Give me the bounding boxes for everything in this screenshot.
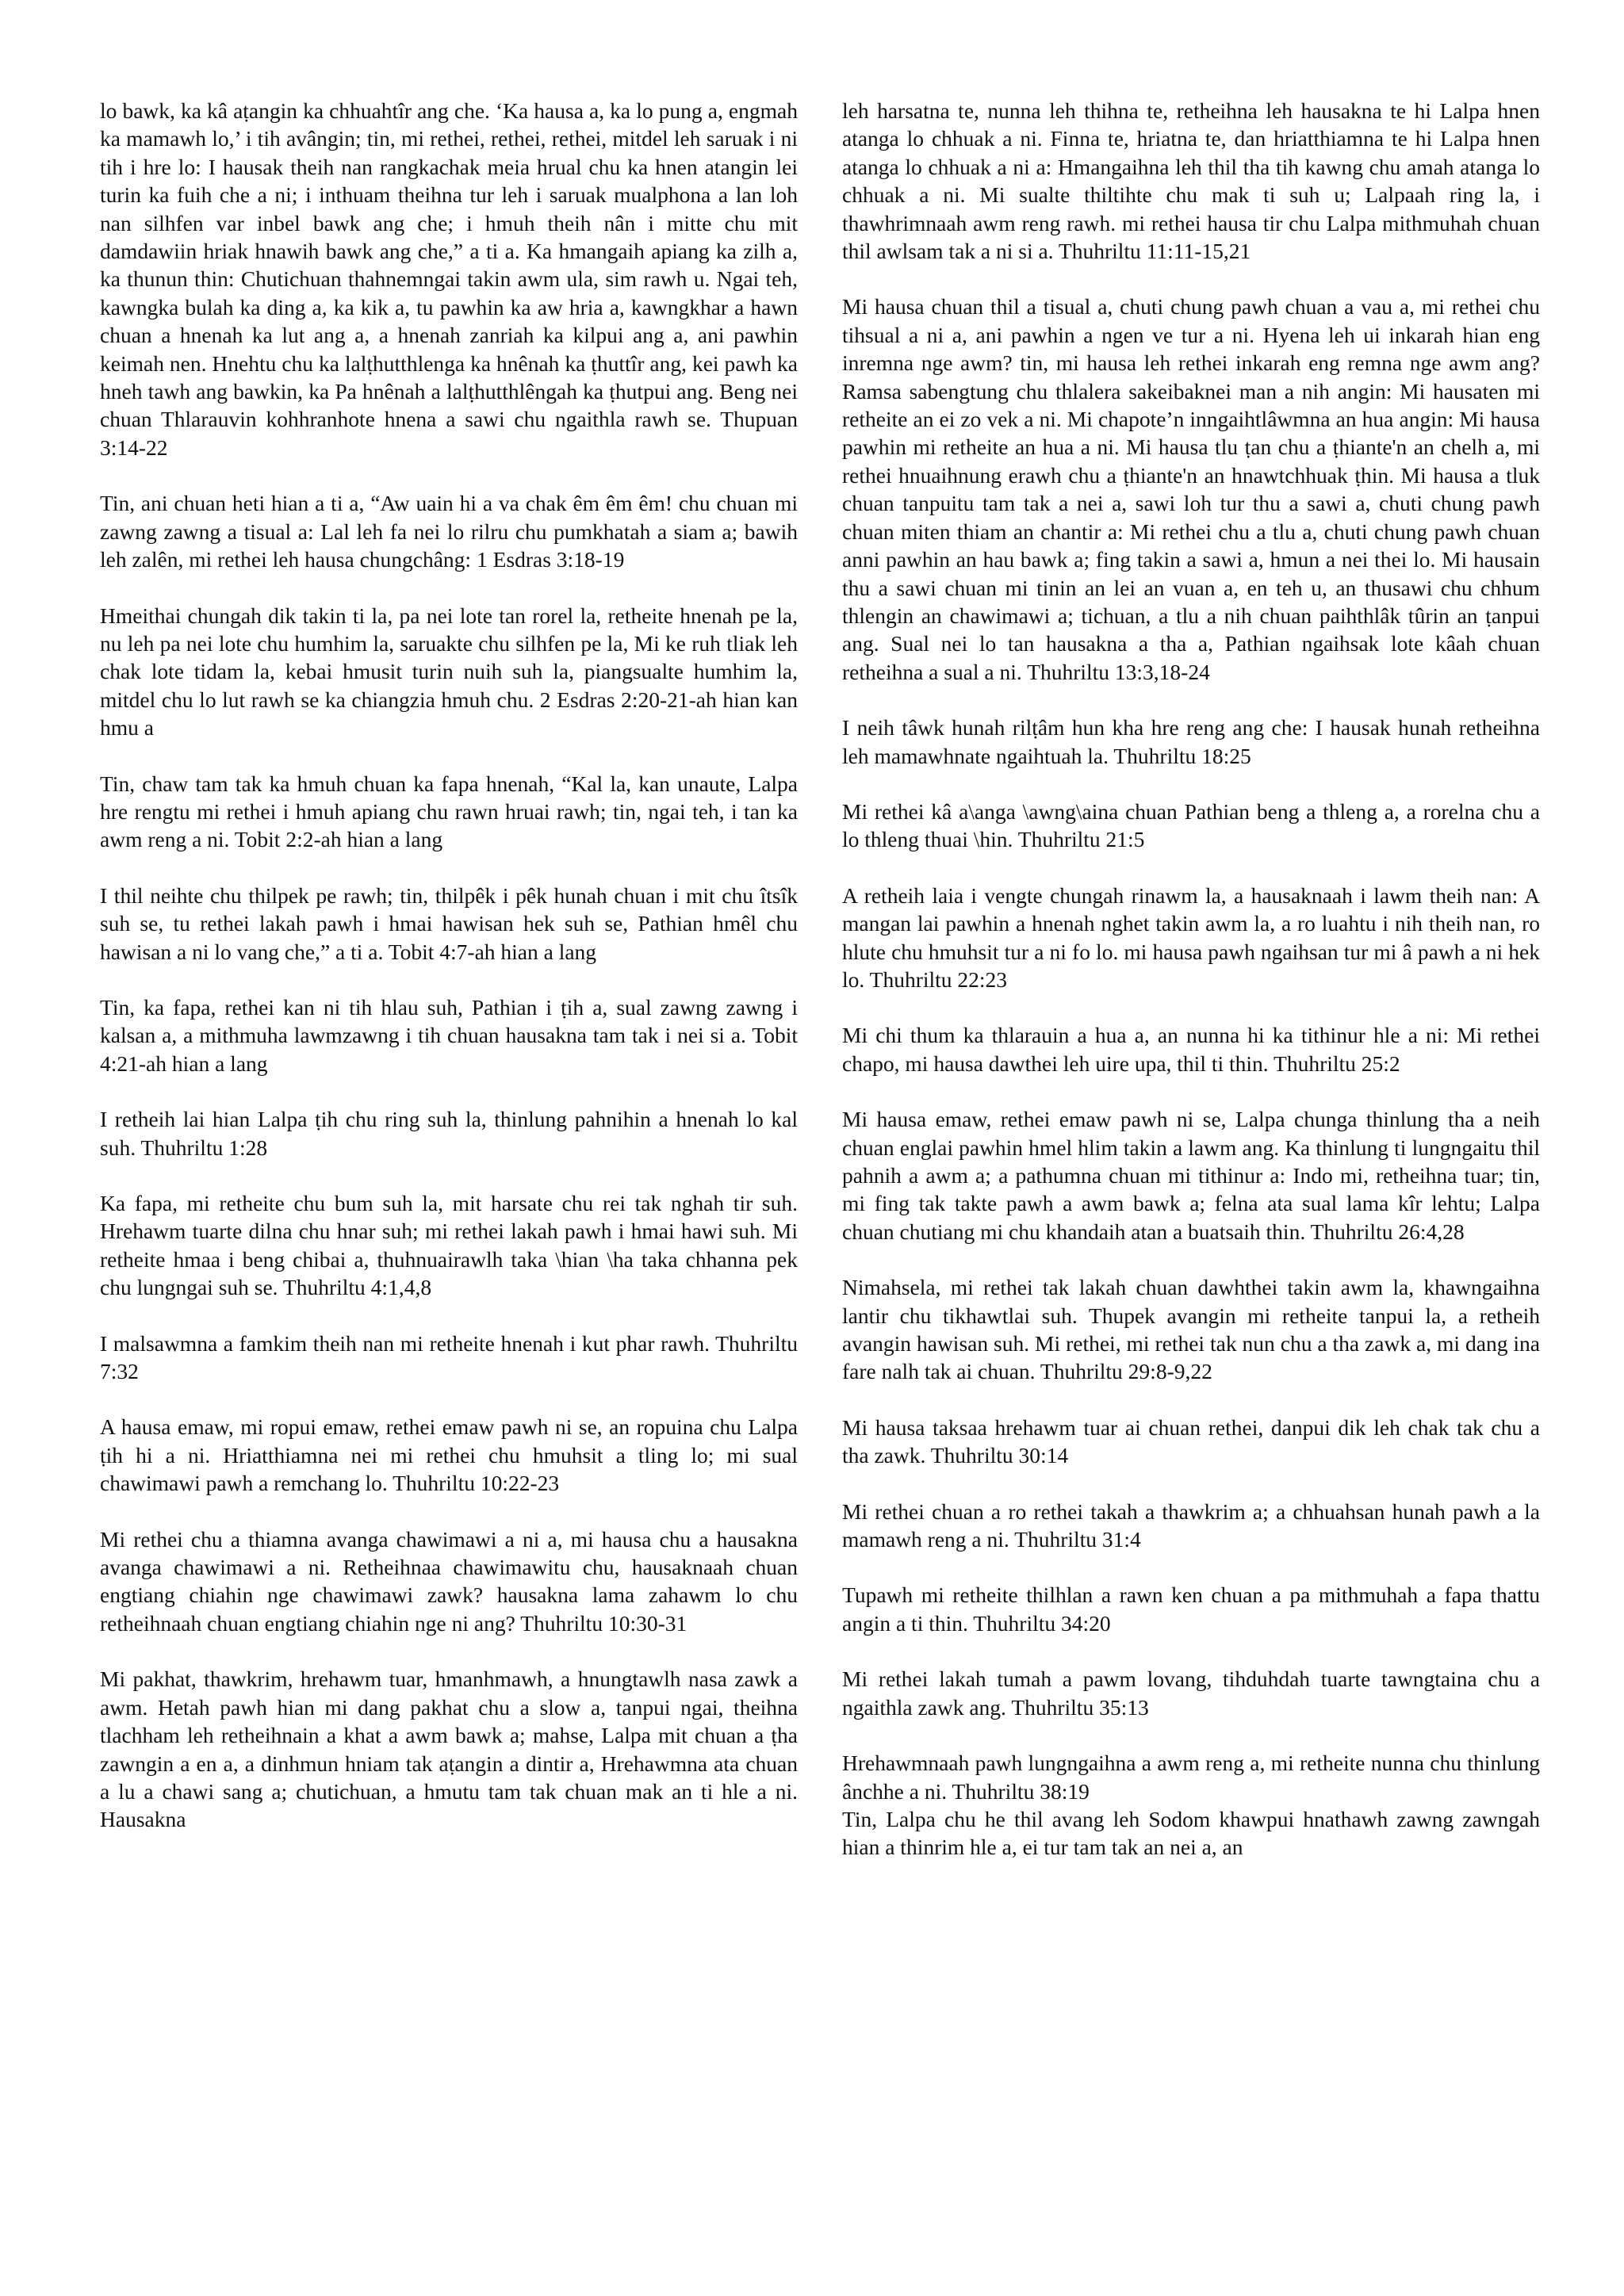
paragraph: Hmeithai chungah dik takin ti la, pa nei lote tan rorel la, retheite hnenah pe la, nu leh pa nei lote chu humhim la, saruakte chu silhfen pe la, Mi ke ruh tliak leh chak lote tidam la, kebai hmusit turin nuih suh la, piangsualte humhim la, mitdel chu lo lut rawh se ka chiangzia hmuh chu. 2 Esdras 2:20-21-ah hian kan hmu a <box>100 603 798 740</box>
paragraph: Nimahsela, mi rethei tak lakah chuan dawhthei takin awm la, khawngaihna lantir chu tikhawtlai suh. Thupek avangin mi retheite tanpui la, a retheih avangin hawisan suh. Mi rethei, mi rethei tak nun chu a tha zawk a, mi dang ina fare nalh tak ai chuan. Thuhriltu 29:8-9,22 <box>842 1275 1540 1384</box>
paragraph: Ka fapa, mi retheite chu bum suh la, mit harsate chu rei tak nghah tir suh. Hrehawm tuarte dilna chu hnar suh; mi rethei lakah pawh i hmai hawi suh. Mi retheite hmaa i beng chibai a, thuhnuairawlh taka \hian \ha taka chhanna pek chu lungngai suh se. Thuhriltu 4:1,4,8 <box>100 1191 798 1300</box>
paragraph: Tin, Lalpa chu he thil avang leh Sodom khawpui hnathawh zawng zawngah hian a thinrim hle a, ei tur tam tak an nei a, an <box>842 1806 1540 1860</box>
paragraph: Mi rethei kâ a\anga \awng\aina chuan Pathian beng a thleng a, a rorelna chu a lo thleng thuai \hin. Thuhriltu 21:5 <box>842 798 1540 852</box>
paragraph: Mi rethei chuan a ro rethei takah a thawkrim a; a chhuahsan hunah pawh a la mamawh reng a ni. Thuhriltu 31:4 <box>842 1498 1540 1552</box>
paragraph: I thil neihte chu thilpek pe rawh; tin, thilpêk i pêk hunah chuan i mit chu îtsîk suh se, tu rethei lakah pawh i hmai hawisan hek suh se, Pathian hmêl chu hawisan a ni lo vang che,” a ti a. Tobit 4:7-ah hian a lang <box>100 882 798 964</box>
paragraph: Tupawh mi retheite thilhlan a rawn ken chuan a pa mithmuhah a fapa thattu angin a ti thin. Thuhriltu 34:20 <box>842 1582 1540 1636</box>
paragraph: A retheih laia i vengte chungah rinawm la, a hausaknaah i lawm theih nan: A mangan lai pawhin a hnenah nghet takin awm la, a ro luahtu i nih theih nan, ro hlute chu hmuhsit tur a ni fo lo. mi hausa pawh ngaihsan tur mi â pawh a ni hek lo. Thuhriltu 22:23 <box>842 882 1540 992</box>
paragraph: Hrehawmnaah pawh lungngaihna a awm reng a, mi retheite nunna chu thinlung ânchhe a ni. Thuhriltu 38:19 <box>842 1751 1540 1804</box>
paragraph: lo bawk, ka kâ aṭangin ka chhuahtîr ang che. ‘Ka hausa a, ka lo pung a, engmah ka mamawh lo,’ i tih avângin; tin, mi rethei, rethei, rethei, mitdel leh saruak i ni tih i hre lo: I hausak theih nan rangkachak meia hrual chu ka hnen atangin lei turin ka fuih che a ni; i inthuam theihna tur leh i saruak mualphona a lan loh nan silhfen var inbel bawk ang che; i hmuh theih nân i mitte chu mit damdawiin hriak hnawih bawk ang che,” a ti a. Ka hmangaih apiang ka zilh a, ka thunun thin: Chutichuan thahnemngai takin awm ula, sim rawh u. Ngai teh, kawngka bulah ka ding a, ka kik a, tu pawhin ka aw hria a, kawngkhar a hawn chuan a hnenah ka lut ang a, a hnenah zanriah ka kilpui ang a, ani pawhin keimah nen. Hnehtu chu ka lalṭhutthlenga ka hnênah ka ṭhuttîr ang, kei pawh ka hneh tawh ang bawkin, ka Pa hnênah a lalṭhutthlêngah ka ṭhutpui ang. Beng nei chuan Thlarauvin kohhranhote hnena a sawi chu ngaithla rawh se. Thupuan 3:14-22 <box>100 98 798 460</box>
left-column <box>100 97 798 2296</box>
paragraph: Mi rethei lakah tumah a pawm lovang, tihduhdah tuarte tawngtaina chu a ngaithla zawk ang. Thuhriltu 35:13 <box>842 1667 1540 1720</box>
right-column <box>842 97 1540 2296</box>
paragraph: Mi chi thum ka thlarauin a hua a, an nunna hi ka tithinur hle a ni: Mi rethei chapo, mi hausa dawthei leh uire upa, thil ti thin. Thuhriltu 25:2 <box>842 1023 1540 1076</box>
paragraph: Tin, ka fapa, rethei kan ni tih hlau suh, Pathian i ṭih a, sual zawng zawng i kalsan a, a mithmuha lawmzawng i tih chuan hausakna tam tak i nei si a. Tobit 4:21-ah hian a lang <box>100 994 798 1076</box>
paragraph: leh harsatna te, nunna leh thihna te, retheihna leh hausakna te hi Lalpa hnen atanga lo chhuak a ni. Finna te, hriatna te, dan hriatthiamna te hi Lalpa hnen atanga lo chhuak a ni a: Hmangaihna leh thil tha tih kawng chu amah atanga lo chhuak a ni. Mi sualte thiltihte chu mak ti suh u; Lalpaah ring la, i thawhrimnaah awm reng rawh. mi rethei hausa tir chu Lalpa mithmuhah chuan thil awlsam tak a ni si a. Thuhriltu 11:11-15,21 <box>842 98 1540 264</box>
paragraph: Tin, ani chuan heti hian a ti a, “Aw uain hi a va chak êm êm êm! chu chuan mi zawng zawng a tisual a: Lal leh fa nei lo rilru chu pumkhatah a siam a; bawih leh zalên, mi rethei leh hausa chungchâng: 1 Esdras 3:18-19 <box>100 491 798 572</box>
paragraph: I retheih lai hian Lalpa ṭih chu ring suh la, thinlung pahnihin a hnenah lo kal suh. Thuhriltu 1:28 <box>100 1107 798 1160</box>
paragraph: A hausa emaw, mi ropui emaw, rethei emaw pawh ni se, an ropuina chu Lalpa ṭih hi a ni. Hriatthiamna nei mi rethei chu hmuhsit a tling lo; mi sual chawimawi pawh a remchang lo. Thuhriltu 10:22-23 <box>100 1414 798 1496</box>
paragraph: Mi pakhat, thawkrim, hrehawm tuar, hmanhmawh, a hnungtawlh nasa zawk a awm. Hetah pawh hian mi dang pakhat chu a slow a, tanpui ngai, theihna tlachham leh retheihnain a khat a awm bawk a; mahse, Lalpa mit chuan a ṭha zawngin a en a, a dinhmun hniam tak aṭangin a dintir a, Hrehawmna ata chuan a lu a chawi sang a; chutichuan, a hmutu tam tak chuan mak an ti hle a ni. Hausakna <box>100 1667 798 1832</box>
paragraph: Mi hausa emaw, rethei emaw pawh ni se, Lalpa chunga thinlung tha a neih chuan englai pawhin hmel hlim takin a lawm ang. Ka thinlung ti lungngaitu thil pahnih a awm a; a pathumna chuan mi tithinur a: Indo mi, retheihna tuar; tin, mi fing tak takte pawh a awm bawk a; felna ata sual lama kîr lehtu; Lalpa chuan chutiang mi chu khandaih atan a buatsaih thin. Thuhriltu 26:4,28 <box>842 1107 1540 1244</box>
paragraph: I malsawmna a famkim theih nan mi retheite hnenah i kut phar rawh. Thuhriltu 7:32 <box>100 1330 798 1384</box>
paragraph: Mi rethei chu a thiamna avanga chawimawi a ni a, mi hausa chu a hausakna avanga chawimawi a ni. Retheihnaa chawimawitu chu, hausaknaah chuan engtiang chiahin nge chawimawi zawk? hausakna lama zahawm lo chu retheihnaah chuan engtiang chiahin nge ni ang? Thuhriltu 10:30-31 <box>100 1526 798 1636</box>
paragraph: Mi hausa taksaa hrehawm tuar ai chuan rethei, danpui dik leh chak tak chu a tha zawk. Thuhriltu 30:14 <box>842 1414 1540 1468</box>
paragraph: Tin, chaw tam tak ka hmuh chuan ka fapa hnenah, “Kal la, kan unaute, Lalpa hre rengtu mi rethei i hmuh apiang chu rawn hruai rawh; tin, ngai teh, i tan ka awm reng a ni. Tobit 2:2-ah hian a lang <box>100 771 798 852</box>
paragraph: I neih tâwk hunah rilṭâm hun kha hre reng ang che: I hausak hunah retheihna leh mamawhnate ngaihtuah la. Thuhriltu 18:25 <box>842 715 1540 768</box>
paragraph: Mi hausa chuan thil a tisual a, chuti chung pawh chuan a vau a, mi rethei chu tihsual a ni a, ani pawhin a ngen ve tur a ni. Hyena leh ui inkarah hian eng inremna nge awm? tin, mi hausa leh rethei inkarah eng remna nge awm ang? Ramsa sabengtung chu thlalera sakeibaknei man a nih angin: Mi hausaten mi retheite an ei zo vek a ni. Mi chapote’n inngaihtlâwmna an hua angin: Mi hausa pawhin mi retheite an hua a ni. Mi hausa tlu ṭan chu a ṭhiante'n an chelh a, mi rethei hnuaihnung erawh chu a ṭhiante'n an hnawtchhuak ṭhin. Mi hausa a tluk chuan tanpuitu tam tak a nei a, sawi loh tur thu a sawi a, chuti chung pawh chuan miten thiam an chantir a: Mi rethei chu a tlu a, chuti chung pawh chuan anni pawhin an hau bawk a; fing takin a sawi a, hmun a nei thei lo. Mi hausain thu a sawi chuan mi tinin an lei an vuan a, en teh u, an thusawi chu chhum thlengin an chawimawi a; tichuan, a tlu a nih chuan paihthlâk tûrin an ṭanpui ang. Sual nei lo tan hausakna a tha a, Pathian ngaihsak lote kâah chuan retheihna a sual a ni. Thuhriltu 13:3,18-24 <box>842 294 1540 684</box>
